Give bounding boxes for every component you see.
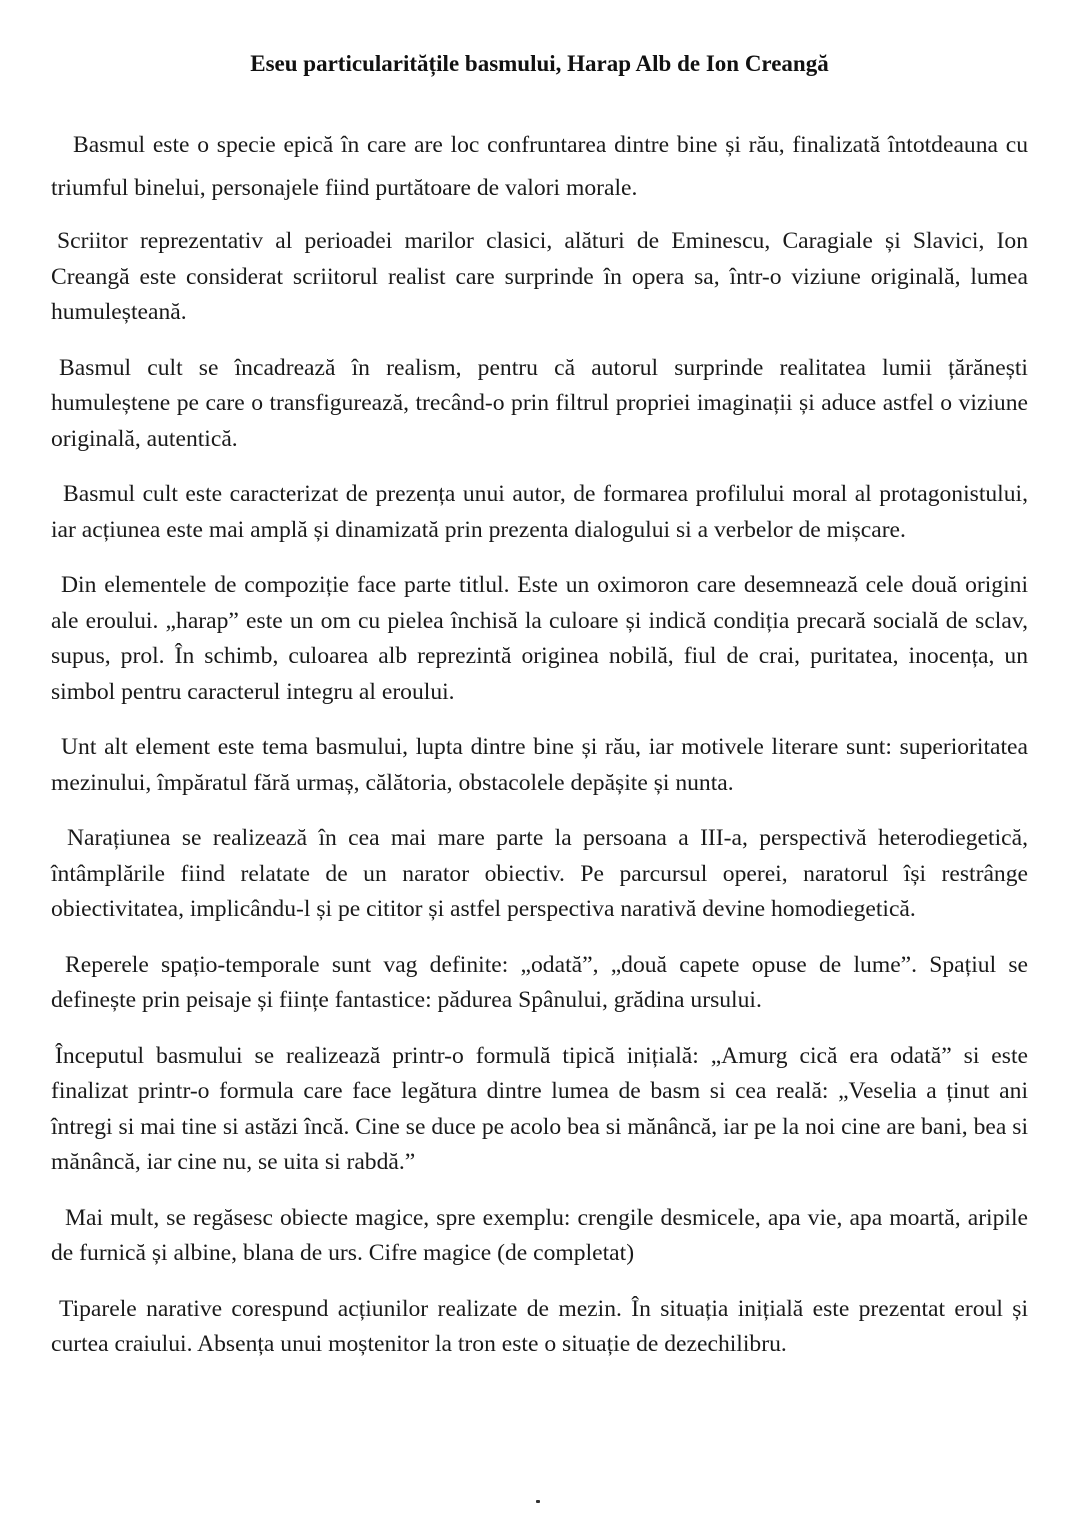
paragraph-magic-objects: Mai mult, se regăsesc obiecte magice, spre exemplu: crengile desmicele, apa vie, apa moartă, aripile de furnică și albine, blana de urs. Cifre magice (de completat) (51, 1204, 1028, 1266)
essay-title: Eseu particularitățile basmului, Harap Alb de Ion Creangă (250, 51, 829, 76)
paragraph-characteristics: Basmul cult este caracterizat de prezența unui autor, de formarea profilului moral al protagonistului, iar acțiunea este mai amplă și dinamizată prin prezenta dialogului si a verbelor de mișcare. (51, 481, 1028, 543)
paragraph-definition: Basmul este o specie epică în care are loc confruntarea dintre bine și rău, finalizată întotdeauna cu triumful binelui, personajele fiind purtătoare de valori morale. (51, 132, 1028, 201)
paragraph-title-analysis: Din elementele de compoziție face parte titlul. Este un oximoron care desemnează cele două origini ale eroului. „harap” este un om cu pielea închisă la culoare și indică condiția precară socială de sclav, supus, prol. În schimb, culoarea alb reprezintă originea nobilă, fiul de crai, puritatea, inocența, un simbol pentru caracterul integru al eroului. (51, 572, 1028, 705)
paragraph-theme: Unt alt element este tema basmului, lupta dintre bine și rău, iar motivele literare sunt: superioritatea mezinului, împăratul fără urmaș, călătoria, obstacolele depășite și nunta. (51, 734, 1028, 796)
page-cut-mark (536, 1500, 540, 1503)
paragraph-author-context: Scriitor reprezentativ al perioadei marilor clasici, alături de Eminescu, Caragiale și Slavici, Ion Creangă este considerat scriitorul realist care surprinde în opera sa, într-o viziune originală, lumea humuleșteană. (51, 228, 1028, 325)
essay-body (51, 124, 1028, 1363)
paragraph-space-time: Reperele spațio-temporale sunt vag definite: „odată”, „două capete opuse de lume”. Spațiul se definește prin peisaje și ființe fantastice: pădurea Spânului, grădina ursului. (51, 951, 1028, 1013)
paragraph-narration: Narațiunea se realizează în cea mai mare parte la persoana a III-a, perspectivă heterodiegetică, întâmplările fiind relatate de un narator obiectiv. Pe parcursul operei, naratorul își restrânge obiectivitatea, implicându-l și pe cititor și astfel perspectiva narativă devine homodiegetică. (51, 825, 1028, 922)
paragraph-realism: Basmul cult se încadrează în realism, pentru că autorul surprinde realitatea lumii țărănești humuleștene pe care o transfigurează, trecând-o prin filtrul propriei imaginații și aduce astfel o viziune originală, autentică. (51, 354, 1028, 452)
paragraph-formulas: Începutul basmului se realizează printr-o formulă tipică inițială: „Amurg cică era odată” si este finalizat printr-o formula care face legătura dintre lumea de basm si cea reală: „Veselia a ținut ani întregi si mai tine si astăzi încă. Cine se duce pe acolo bea si mănâncă, iar pe la noi cine are bani, bea si mănâncă, iar cine nu, se uita si rabdă.” (51, 1042, 1028, 1175)
paragraph-narrative-patterns: Tiparele narative corespund acțiunilor realizate de mezin. În situația inițială este prezentat eroul și curtea craiului. Absența unui moștenitor la tron este o situație de dezechilibru. (51, 1295, 1028, 1357)
